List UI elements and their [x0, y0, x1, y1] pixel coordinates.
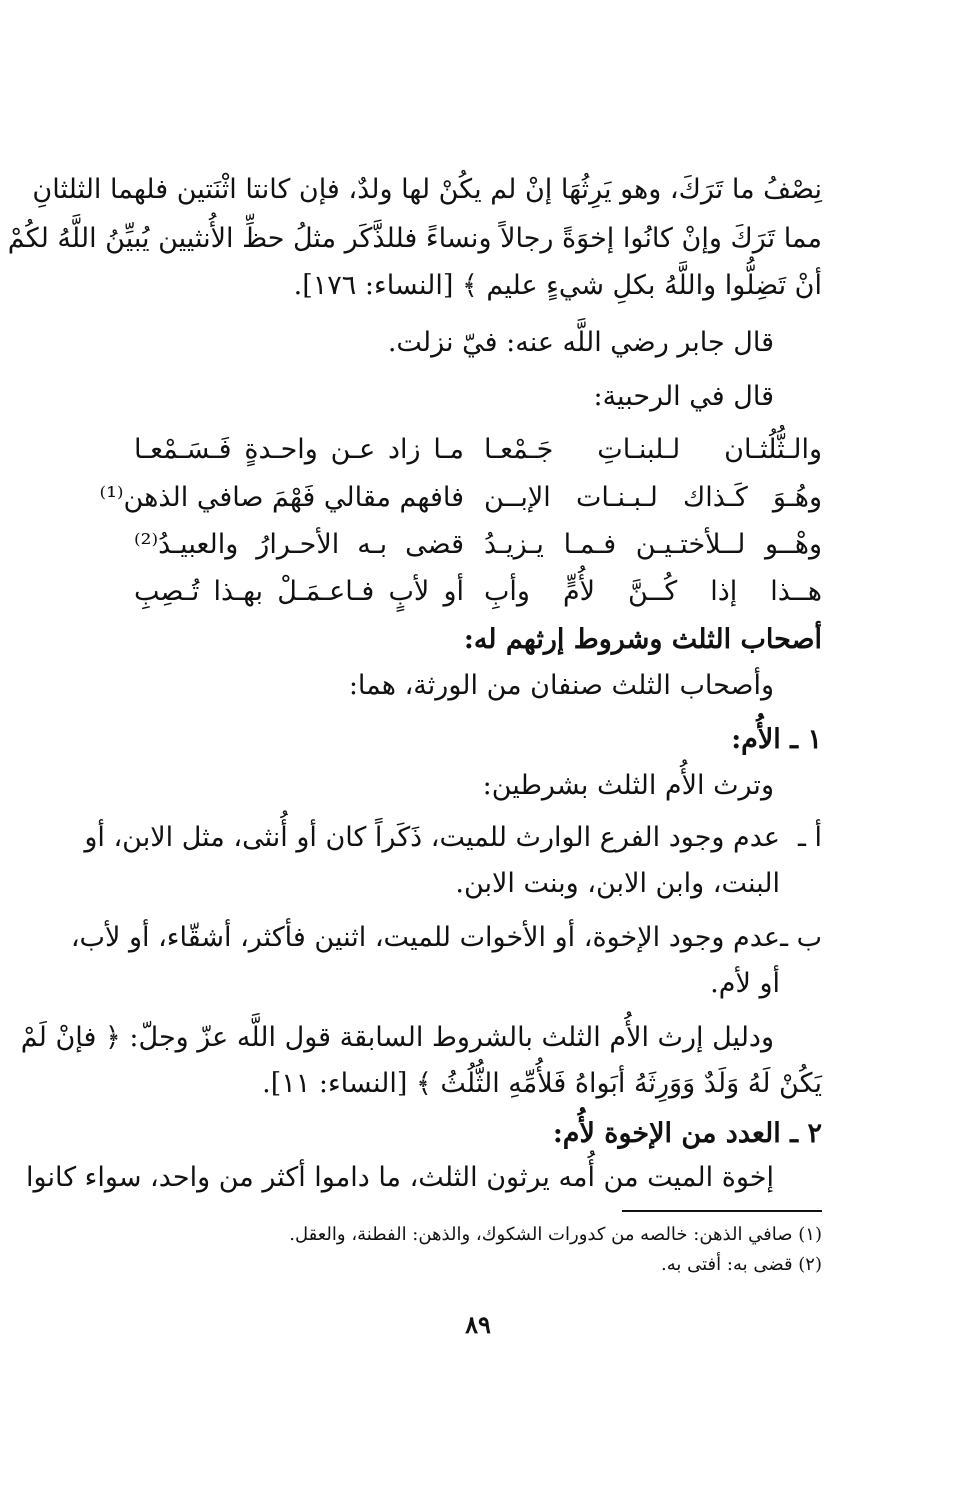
verse-1-second-hemistich: مـا زاد عـن واحـدةٍ فَـسَـمْعـا — [134, 434, 464, 465]
verse-1 — [134, 430, 822, 470]
body-line-2: مما تَرَكَ وإنْ كانُوا إخوَةً رجالاً ونساءً فللذَّكَر مثلُ حظِّ الأُنثيين يُبيِّنُ اللَّهُ لكُمْ — [7, 223, 822, 254]
verse-3-first-hemistich: وهْــو لــلأختـيـن فـمـا يـزيـدُ — [484, 529, 822, 560]
evidence-line-2: يَكُنْ لَهُ وَلَدٌ وَوَرِثَهُ أبَواهُ فَلأُمِّهِ الثُّلُثُ ﴾ [النساء: ١١]. — [262, 1068, 822, 1099]
condition-item-b-label: ب ـ — [780, 922, 822, 953]
body-line-last: إخوة الميت من أُمه يرثون الثلث، ما داموا أكثر من واحد، سواء كانوا — [26, 1162, 774, 1193]
body-line-3: أنْ تَضِلُّوا واللَّهُ بكلِ شيءٍ عليم ﴾ [النساء: ١٧٦]. — [293, 270, 822, 301]
body-line-5: قال في الرحبية: — [593, 381, 774, 412]
condition-item-a-text: عدم وجود الفرع الوارث للميت، ذَكَراً كان أو أُنثى، مثل الابن، أو — [84, 822, 780, 853]
verse-1-first-hemistich: والـثُّلُثـان لـلبنـاتِ جَـمْعـا — [484, 434, 822, 465]
body-line-4: قال جابر رضي اللَّه عنه: فيّ نزلت. — [387, 327, 774, 358]
section-heading-uterine-siblings: ٢ ـ العدد من الإخوة لأُم: — [552, 1118, 822, 1149]
page-number: ٨٩ — [465, 1310, 491, 1339]
body-line-7: وترث الأُم الثلث بشرطين: — [482, 770, 774, 801]
condition-item-a-continuation: البنت، وابن الابن، وبنت الابن. — [455, 868, 780, 899]
footnote-2: (٢) قضى به: أفتى به. — [661, 1254, 822, 1275]
verse-2-first-hemistich: وهُـوَ كَـذاك لـبـنـات الإبــن — [484, 482, 822, 513]
verse-2-second-hemistich: فافهم مقالي فَهْمَ صافي الذهن⁽¹⁾ — [99, 482, 464, 513]
body-line-1: نِصْفُ ما تَرَكَ، وهو يَرِثُهَا إنْ لم يكُنْ لها ولدٌ، فإن كانتا اثْنَتين فلهما الثلثانِ — [32, 174, 822, 205]
section-heading-mother: ١ ـ الأُم: — [731, 724, 822, 755]
evidence-line-1: ودليل إرث الأُم الثلث بالشروط السابقة قول اللَّه عزّ وجلّ: ﴿ فإنْ لَمْ — [20, 1022, 774, 1053]
footnote-separator — [622, 1210, 822, 1212]
verse-3 — [134, 525, 822, 565]
verse-4-first-hemistich: هــذا إذا كُــنَّ لأُمٍّ وأبِ — [484, 576, 822, 607]
verse-2 — [99, 478, 822, 518]
body-line-6: وأصحاب الثلث صنفان من الورثة، هما: — [348, 670, 774, 701]
verse-4 — [134, 572, 822, 612]
condition-item-b-continuation: أو لأم. — [710, 968, 780, 999]
footnote-1: (١) صافي الذهن: خالصه من كدورات الشكوك، والذهن: الفطنة، والعقل. — [289, 1224, 822, 1245]
condition-item-b-text: عدم وجود الإخوة، أو الأخوات للميت، اثنين فأكثر، أشقّاء، أو لأب، — [70, 922, 780, 953]
section-heading-thirds: أصحاب الثلث وشروط إرثهم له: — [463, 624, 822, 655]
condition-item-a-label: أ ـ — [798, 822, 822, 853]
verse-4-second-hemistich: أو لأبٍ فـاعـمَـلْ بهـذا تُـصِبِ — [134, 576, 464, 607]
verse-3-second-hemistich: قضى بـه الأحـرارُ والعبيـدُ⁽²⁾ — [134, 529, 464, 560]
